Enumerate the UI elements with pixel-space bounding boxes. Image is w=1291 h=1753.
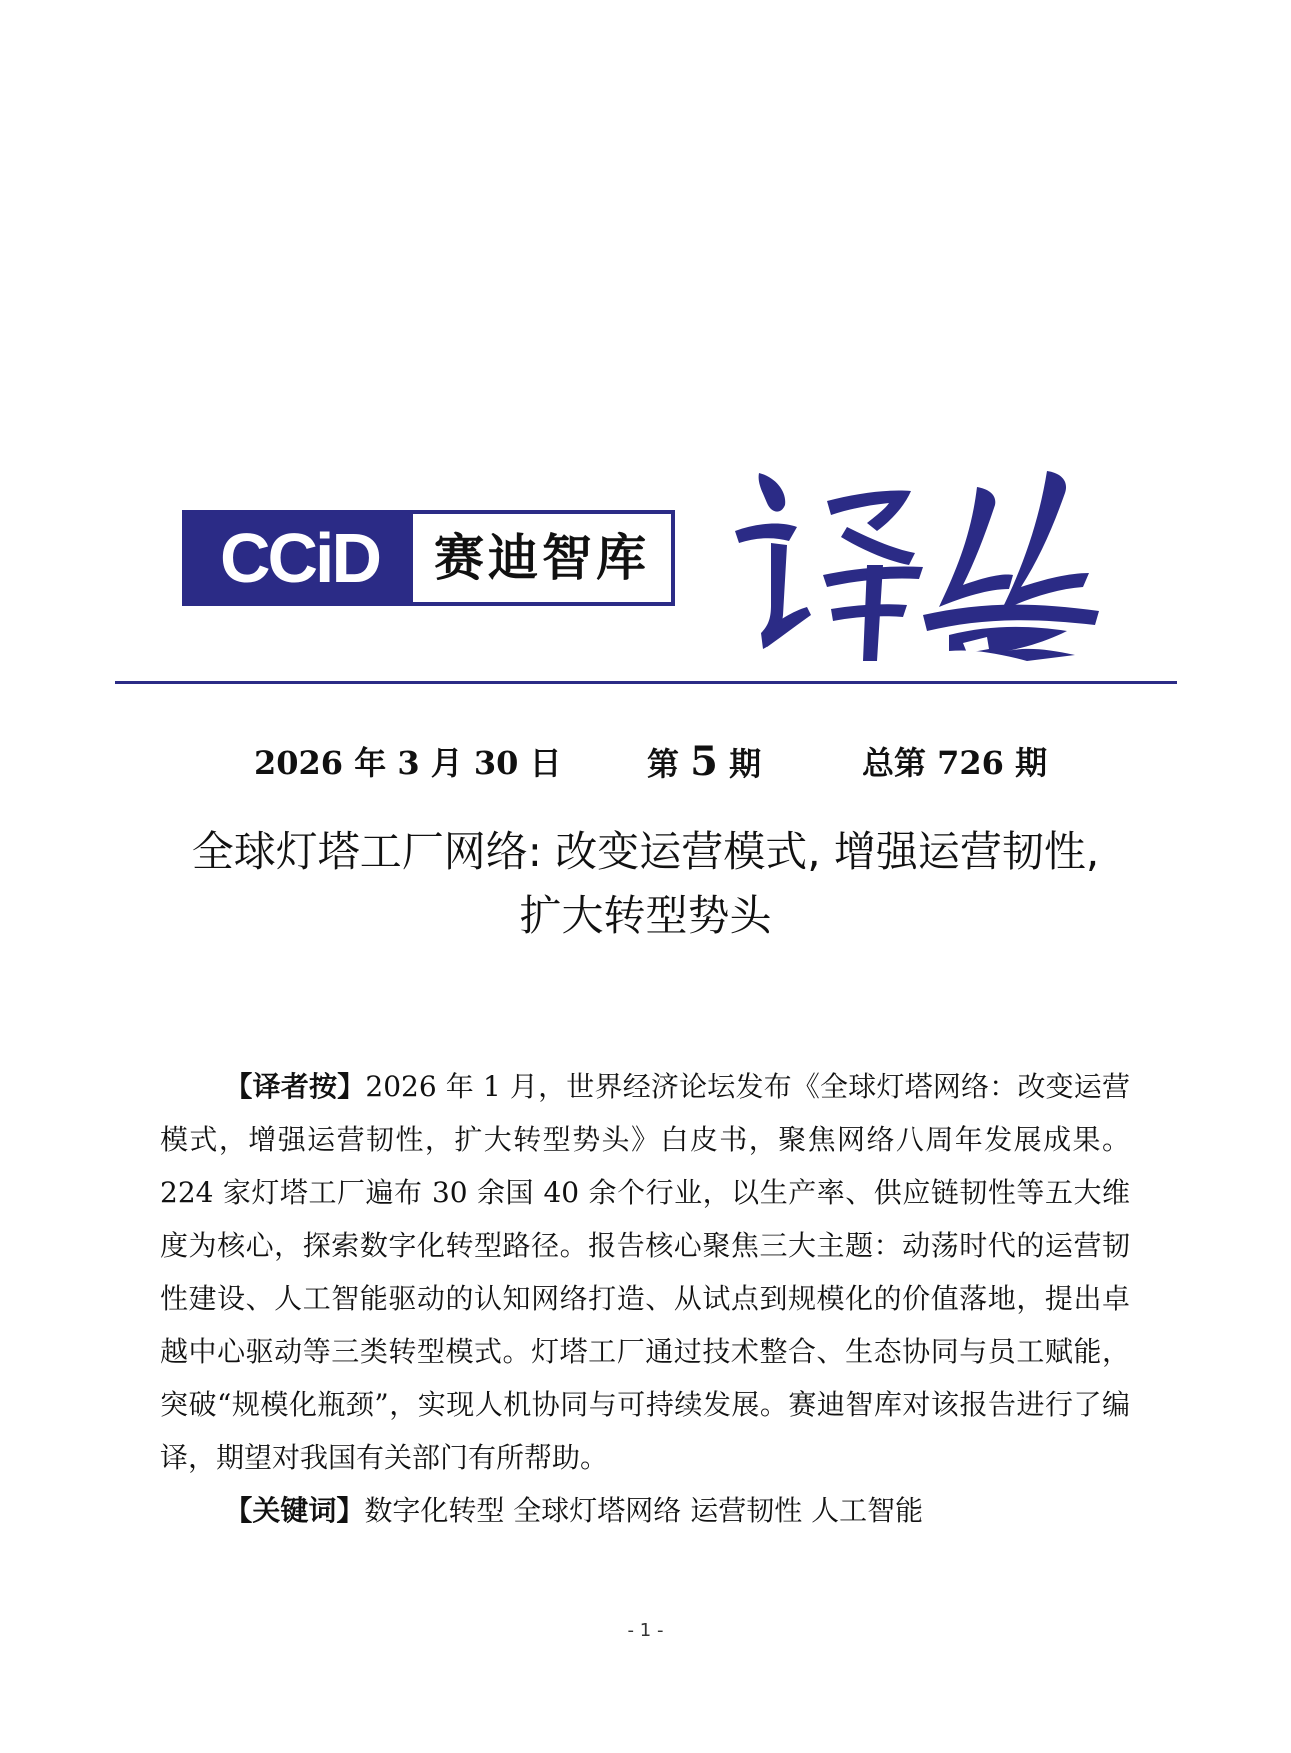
issue-number-value: 5 — [690, 738, 718, 785]
issue-total: 总第 726 期 — [862, 744, 1048, 782]
keywords-text: 数字化转型 全球灯塔网络 运营韧性 人工智能 — [364, 1494, 924, 1527]
series-title-graphic — [727, 465, 1107, 665]
logo-think-tank-name: 赛迪智库 — [434, 529, 650, 587]
masthead — [182, 465, 1102, 675]
translator-note — [160, 1060, 1130, 1484]
keywords-label: 【关键词】 — [224, 1494, 365, 1527]
logo-ccid-text: CCiD — [186, 514, 413, 602]
translator-note-text: 2026 年 1 月，世界经济论坛发布《全球灯塔网络：改变运营模式，增强运营韧性，扩大转型势头》白皮书，聚焦网络八周年发展成果。224 家灯塔工厂遍布 30 余国 40 余个行业，以生产率、供应链韧性等五大维度为核心，探索数字化转型路径。报告核心聚焦三大主题：动荡时代的运营韧性建设、人工智能驱动的认知网络打造、从试点到规模化的价值落地，提出卓越中心驱动等三类转型模式。灯塔工厂通过技术整合、生态协同与员工赋能，突破“规模化瓶颈”，实现人机协同与可持续发展。赛迪智库对该报告进行了编译，期望对我国有关部门有所帮助。 — [160, 1070, 1130, 1474]
issue-number-suffix: 期 — [729, 745, 762, 783]
masthead-divider — [115, 681, 1177, 684]
issue-info — [0, 738, 1291, 788]
keywords — [160, 1484, 1130, 1537]
issue-number — [647, 738, 761, 785]
issue-number-prefix: 第 — [647, 745, 680, 783]
issue-date: 2026 年 3 月 30 日 — [254, 744, 562, 782]
article-title-line-2: 扩大转型势头 — [519, 891, 772, 940]
series-title-calligraphy — [727, 465, 1107, 665]
translator-note-label: 【译者按】 — [224, 1070, 366, 1103]
page-number: - 1 - — [627, 1620, 664, 1641]
article-title — [100, 820, 1191, 948]
ccid-logo — [182, 510, 675, 606]
article-body — [160, 1060, 1130, 1537]
article-title-line-1: 全球灯塔工厂网络: 改变运营模式, 增强运营韧性, — [191, 827, 1100, 876]
